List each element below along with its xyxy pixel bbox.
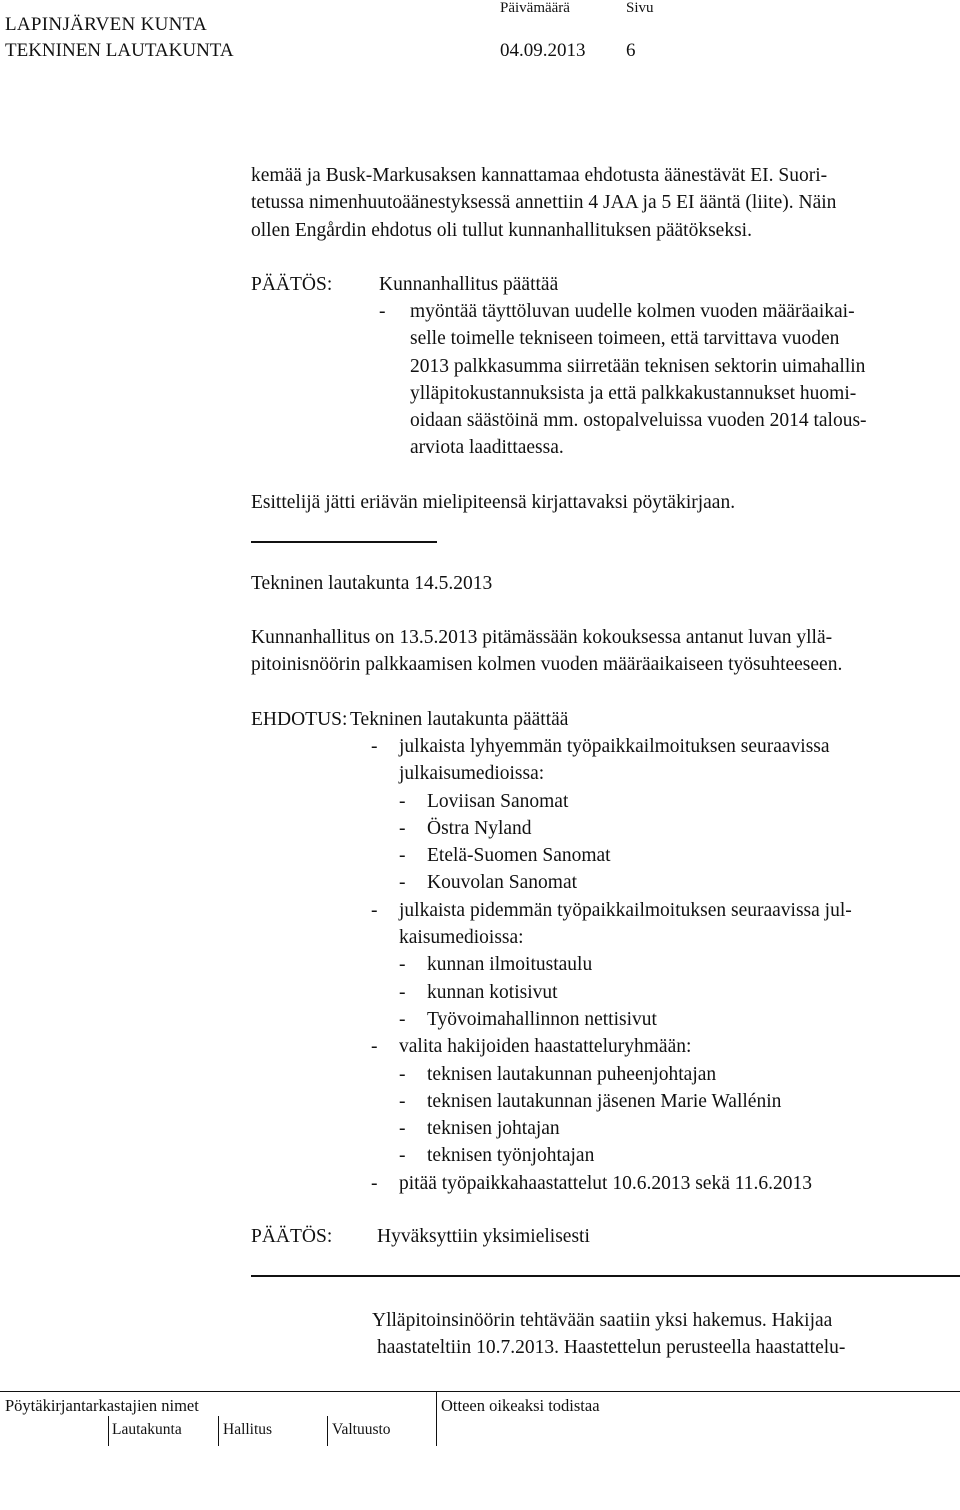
sub-item: - teknisen lautakunnan jäsenen Marie Wallénin <box>399 1090 782 1112</box>
list-item: - julkaista pidemmän työpaikkailmoituksen seuraavissa jul- <box>371 899 852 921</box>
decision-item-line: ylläpitokustannuksista ja että palkkakustannukset huomi- <box>410 382 857 404</box>
footer-divider <box>436 1416 437 1446</box>
list-item: - julkaista lyhyemmän työpaikkailmoituksen seuraavissa <box>371 736 830 757</box>
committee-name: TEKNINEN LAUTAKUNTA <box>5 40 234 61</box>
sub-item: - teknisen johtajan <box>399 1118 560 1140</box>
proposal-list <box>371 733 852 1197</box>
sub-item: - Loviisan Sanomat <box>399 790 569 812</box>
date-label: Päivämäärä <box>500 0 570 16</box>
decision-item <box>410 298 867 462</box>
footer-rule <box>0 1391 960 1392</box>
document-date: 04.09.2013 <box>500 40 586 61</box>
organization-name: LAPINJÄRVEN KUNTA <box>5 14 208 35</box>
footer-body-hallitus: Hallitus <box>223 1421 273 1438</box>
sub-item: - teknisen lautakunnan puheenjohtajan <box>399 1063 717 1085</box>
intro-line: kemää ja Busk-Markusaksen kannattamaa ehdotusta äänestävät EI. Suori- <box>251 165 828 186</box>
decision-item-line: arviota laadittaessa. <box>410 437 564 459</box>
decision-item-line: 2013 palkkasumma siirretään teknisen sektorin uimahallin <box>410 355 866 377</box>
section-rule <box>251 1275 960 1277</box>
section-separator <box>251 541 437 543</box>
decision-label: PÄÄTÖS: <box>251 274 333 295</box>
decision-lead: Kunnanhallitus päättää <box>379 274 559 295</box>
sub-item: - Östra Nyland <box>399 817 532 839</box>
sub-item: - Kouvolan Sanomat <box>399 872 578 894</box>
sub-item: - kunnan ilmoitustaulu <box>399 954 593 976</box>
meeting-line: Kunnanhallitus on 13.5.2013 pitämässään kokouksessa antanut luvan yllä- <box>251 627 833 648</box>
continuation-line: haastateltiin 10.7.2013. Haastettelun perusteella haastattelu- <box>377 1337 846 1358</box>
reviewers-label: Pöytäkirjantarkastajien nimet <box>5 1396 199 1415</box>
proposal-label: EHDOTUS: <box>251 709 348 730</box>
list-item-continuation: julkaisumedioissa: <box>399 763 545 785</box>
decision-label: PÄÄTÖS: <box>251 1226 333 1247</box>
decision-item-line: oidaan säästöinä mm. ostopalveluissa vuoden 2014 talous- <box>410 410 867 432</box>
intro-line: tetussa nimenhuutoäänestyksessä annettiin 4 JAA ja 5 EI ääntä (liite). Näin <box>251 192 837 214</box>
decision-item-line: myöntää täyttöluvan uudelle kolmen vuoden määräaikai- <box>410 301 855 322</box>
sub-item: - teknisen työnjohtajan <box>399 1145 595 1167</box>
list-item-continuation: kaisumedioissa: <box>399 927 524 949</box>
meeting-heading: Tekninen lautakunta 14.5.2013 <box>251 573 493 594</box>
intro-paragraph <box>251 162 836 244</box>
footer-body-lautakunta: Lautakunta <box>112 1421 182 1438</box>
sub-item: - kunnan kotisivut <box>399 981 558 1003</box>
footer-body-valtuusto: Valtuusto <box>332 1421 391 1438</box>
footer-divider <box>436 1392 437 1416</box>
footer-divider <box>108 1416 109 1446</box>
meeting-paragraph <box>251 624 842 679</box>
proposal-lead: Tekninen lautakunta päättää <box>350 709 569 730</box>
meeting-line: pitoinisnöörin palkkaamisen kolmen vuoden määräaikaiseen työsuhteeseen. <box>251 654 843 676</box>
list-item: - valita hakijoiden haastatteluryhmään: <box>371 1036 692 1058</box>
sub-item: - Työvoimahallinnon nettisivut <box>399 1008 657 1030</box>
footer-divider <box>327 1416 328 1446</box>
intro-line: ollen Engårdin ehdotus oli tullut kunnanhallituksen päätökseksi. <box>251 219 752 241</box>
certified-label: Otteen oikeaksi todistaa <box>441 1396 600 1415</box>
presenter-note: Esittelijä jätti eriävän mielipiteensä kirjattavaksi pöytäkirjaan. <box>251 492 736 513</box>
footer-divider <box>218 1416 219 1446</box>
continuation-line: Ylläpitoinsinöörin tehtävään saatiin yksi hakemus. Hakijaa <box>372 1310 833 1331</box>
list-item: - pitää työpaikkahaastattelut 10.6.2013 sekä 11.6.2013 <box>371 1172 813 1194</box>
sub-item: - Etelä-Suomen Sanomat <box>399 845 611 867</box>
decision-item-line: selle toimelle tekniseen toimeen, että tarvittava vuoden <box>410 328 840 350</box>
decision-item-dash: - <box>379 301 386 322</box>
decision-text: Hyväksyttiin yksimielisesti <box>377 1226 590 1247</box>
page-number: 6 <box>626 40 636 61</box>
page-label: Sivu <box>626 0 654 16</box>
